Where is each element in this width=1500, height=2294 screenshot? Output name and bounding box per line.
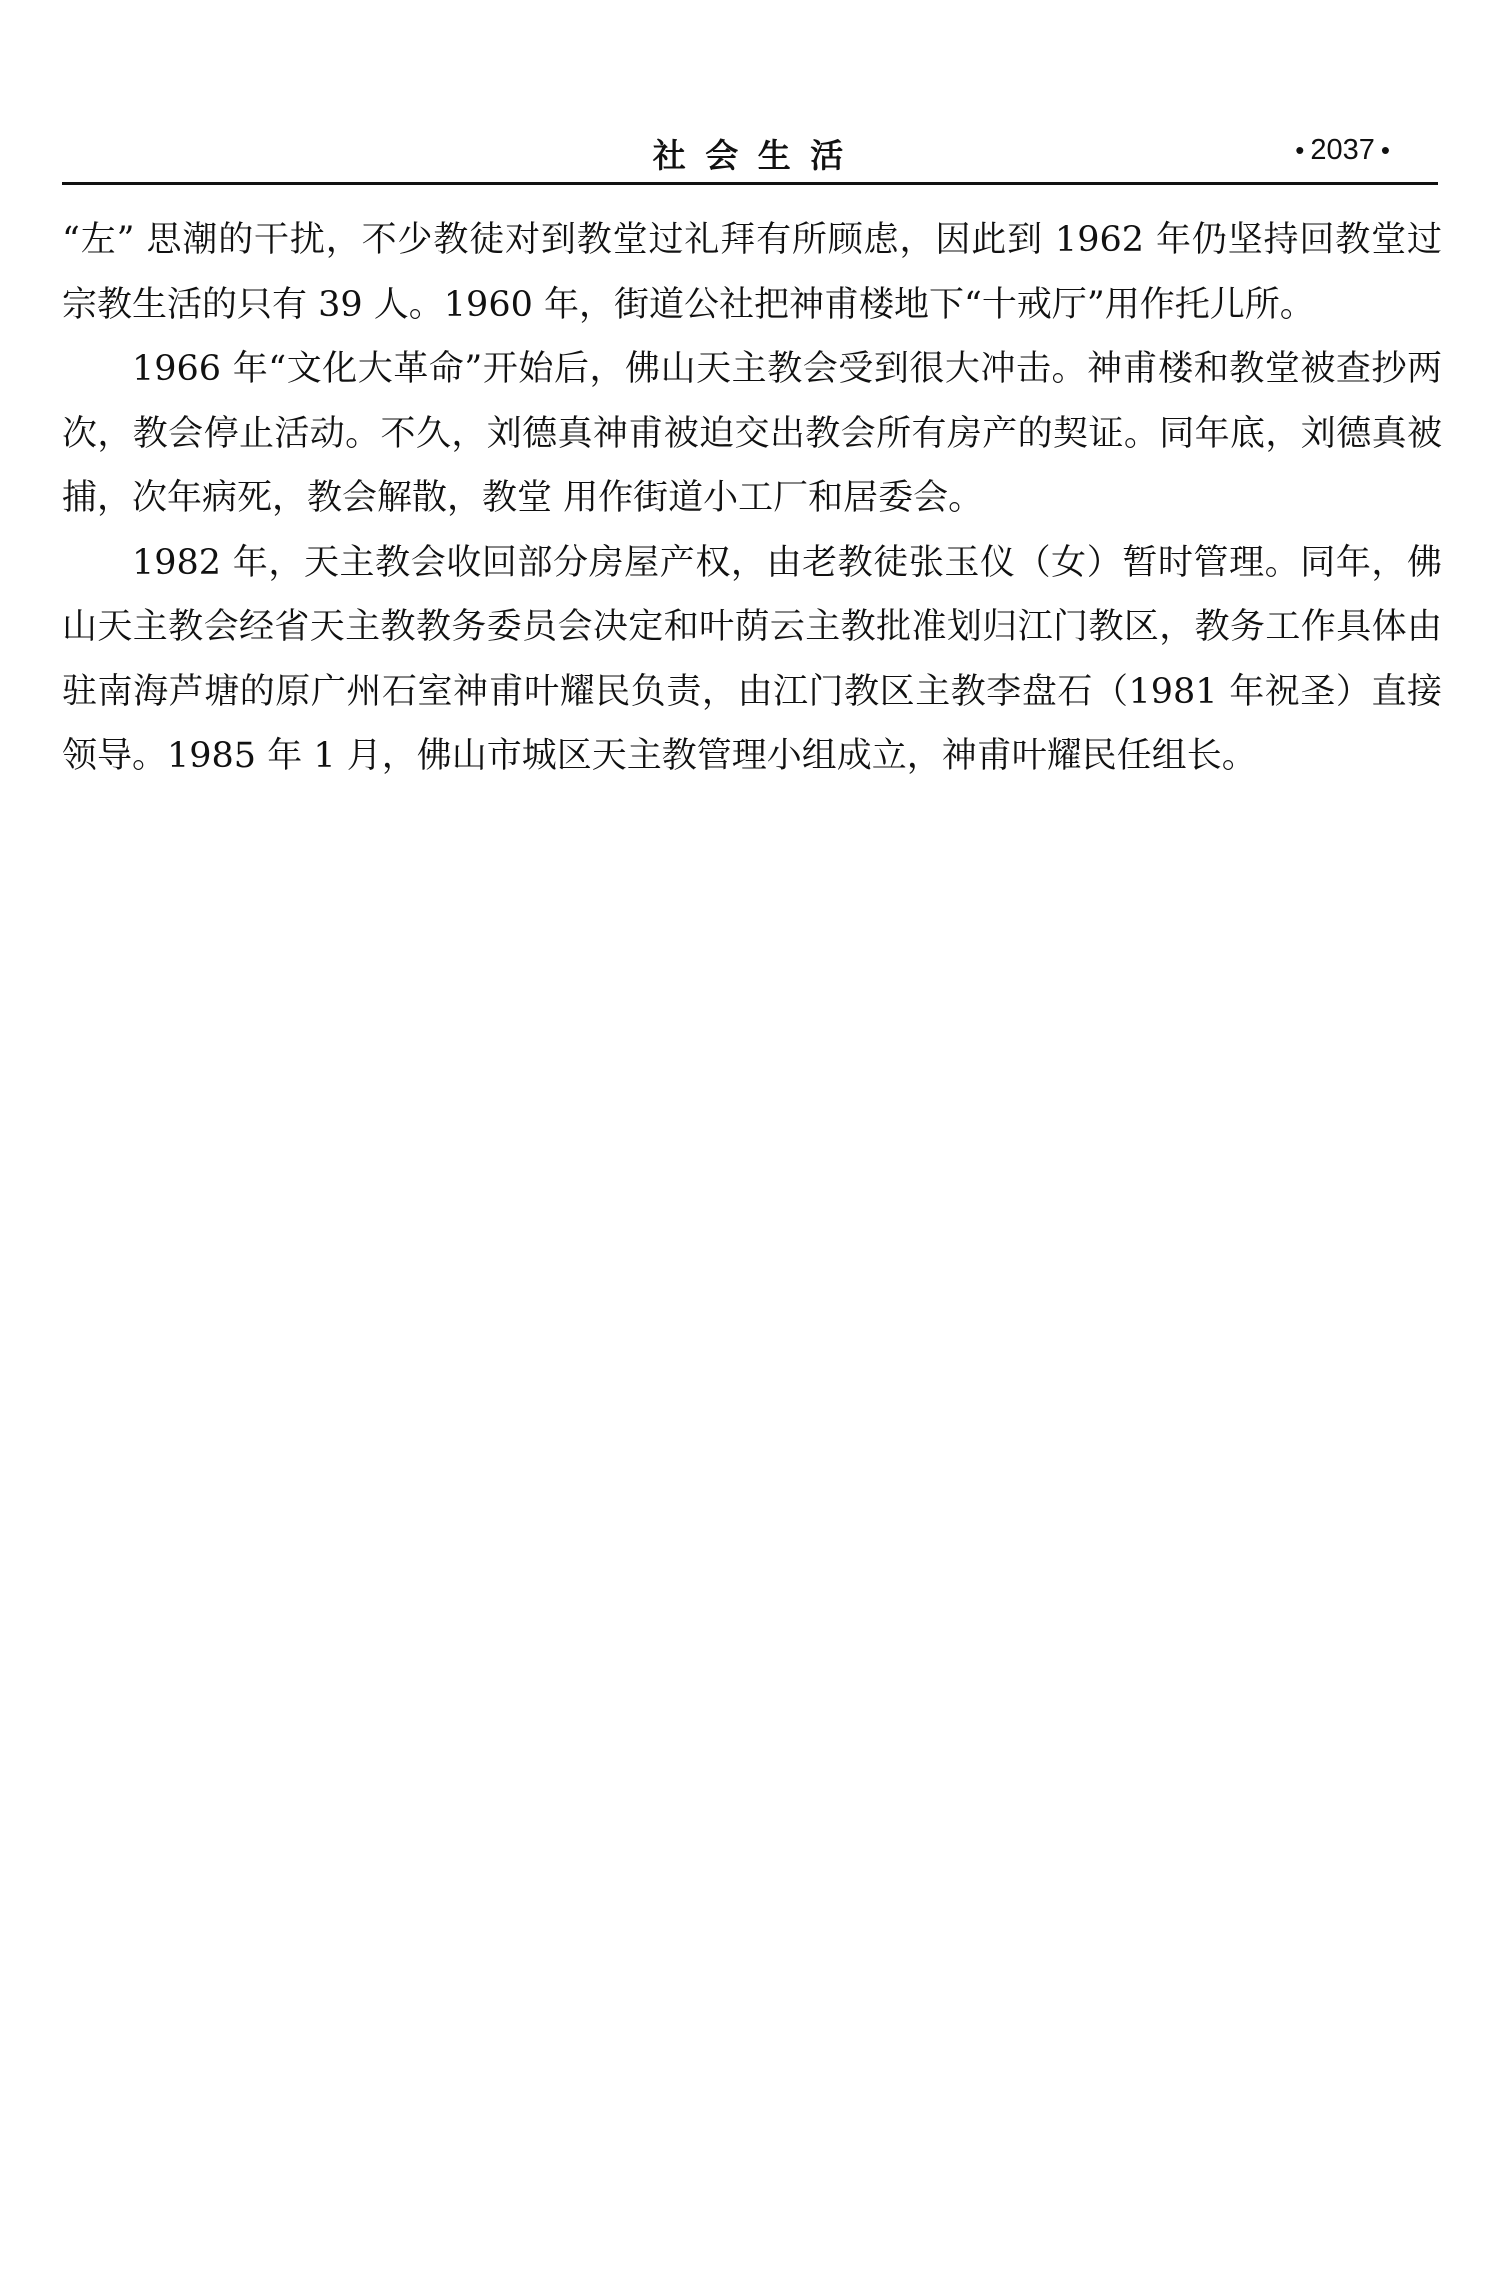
paragraph: 1966 年“文化大革命”开始后，佛山天主教会受到很大冲击。神甫楼和教堂被查抄两次，教会停止活动。不久，刘德真神甫被迫交出教会所有房产的契证。同年底，刘德真被捕，次年病死，教会解散，教堂 用作街道小工厂和居委会。 xyxy=(62,349,1442,518)
paragraph: 1982 年，天主教会收回部分房屋产权，由老教徒张玉仪（女）暂时管理。同年，佛山天主教会经省天主教教务委员会决定和叶荫云主教批准划归江门教区，教务工作具体由驻南海芦塘的原广州石室神甫叶耀民负责，由江门教区主教李盘石（1981 年祝圣）直接领导。1985 年 1 月，佛山市城区天主教管理小组成立，神甫叶耀民任组长。 xyxy=(62,542,1442,776)
page-number: 2037 xyxy=(1310,134,1375,166)
header-rule xyxy=(62,182,1438,185)
page-number-block xyxy=(1289,134,1396,167)
section-title: 社 会 生 活 xyxy=(652,136,848,175)
paragraph-continuation: “左” 思潮的干扰，不少教徒对到教堂过礼拜有所顾虑，因此到 1962 年仍坚持回教堂过宗教生活的只有 39 人。1960 年，街道公社把神甫楼地下“十戒厅”用作托儿所。 xyxy=(62,220,1442,325)
body-text xyxy=(62,208,1442,789)
page-number-dot-left: • xyxy=(1295,135,1305,165)
page-number-dot-right: • xyxy=(1380,135,1390,165)
running-header xyxy=(62,124,1438,184)
